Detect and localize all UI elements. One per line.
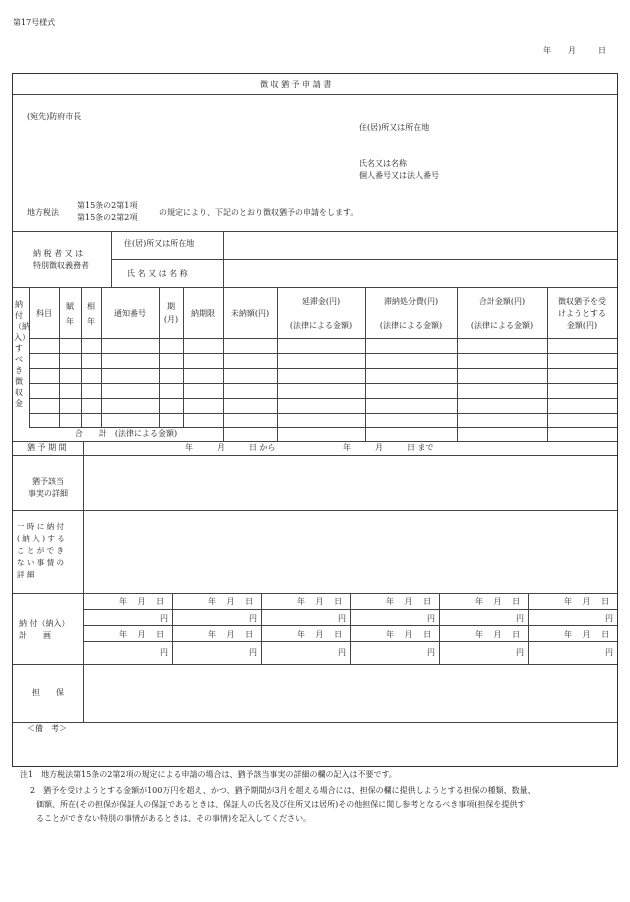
- plan-label-2: 計 画: [19, 631, 51, 640]
- divider: [29, 368, 617, 369]
- divider: [350, 593, 351, 664]
- divider: [261, 593, 262, 664]
- collateral-label: 担 保: [32, 688, 64, 697]
- plan-yen: 円: [249, 648, 257, 657]
- divider: [365, 287, 366, 441]
- header-due: 納期限: [191, 309, 215, 318]
- header-ay-1: 相: [87, 302, 95, 311]
- plan-date-cell: 年 月 日: [386, 630, 432, 639]
- form-title: 徴 収 猶 予 申 請 書: [260, 80, 332, 89]
- taxpayer-address-label: 住(居)所又は所在地: [124, 239, 195, 248]
- law-clause-1: 第15条の2第1項: [77, 201, 138, 210]
- inability-label-5: 詳 細: [17, 570, 35, 579]
- note-2-line-3: ることができない特別の事情があるときは、その事情)を記入してください。: [36, 814, 312, 823]
- header-unpaid: 未納額(円): [230, 309, 270, 318]
- divider: [101, 287, 102, 427]
- taxpayer-name-label: 氏 名 又 は 名 称: [127, 269, 188, 278]
- divider: [29, 413, 617, 414]
- note-1: 注1 地方税法第15条の2第2項の規定による申請の場合は、猶予該当事実の詳細の欄の記入は不要です。: [20, 770, 397, 779]
- plan-date-cell: 年 月 日: [564, 597, 610, 606]
- header-late-1: 延滞金(円): [301, 297, 341, 306]
- header-request-1: 徴収猶予を受: [558, 297, 606, 306]
- date-month: 月: [568, 46, 576, 55]
- divider: [13, 287, 617, 288]
- divider: [172, 593, 173, 664]
- header-fy-2: 年: [66, 317, 74, 326]
- total-row-label: 合 計 (法律による金額): [74, 429, 178, 438]
- header-fy-1: 賦: [66, 302, 74, 311]
- taxpayer-label-1: 納 税 者 又 は: [33, 249, 84, 258]
- plan-date-cell: 年 月 日: [297, 597, 343, 606]
- divider: [439, 593, 440, 664]
- inability-label-1: 一 時 に 納 付: [17, 522, 65, 531]
- date-year: 年: [543, 46, 551, 55]
- header-delinq-1: 滞納処分費(円): [383, 297, 439, 306]
- plan-yen: 円: [605, 614, 613, 623]
- applicant-number-label: 個人番号又は法人番号: [359, 171, 439, 180]
- header-period-1: 期: [167, 302, 175, 311]
- law-clause-2: 第15条の2第2項: [77, 213, 138, 222]
- plan-date-cell: 年 月 日: [119, 630, 165, 639]
- plan-yen: 円: [160, 614, 168, 623]
- divider: [277, 287, 278, 441]
- plan-yen: 円: [338, 614, 346, 623]
- plan-yen: 円: [516, 648, 524, 657]
- plan-date-cell: 年 月 日: [386, 597, 432, 606]
- deferral-period-to: 年 月 日 まで: [343, 443, 434, 452]
- plan-yen: 円: [605, 648, 613, 657]
- divider: [13, 722, 617, 723]
- remarks-label: ＜備 考＞: [27, 724, 67, 733]
- form-number: 第17号様式: [13, 18, 56, 27]
- divider: [29, 287, 30, 427]
- inability-label-2: ( 納 入 ) す る: [17, 534, 65, 543]
- plan-yen: 円: [427, 648, 435, 657]
- divider: [13, 455, 617, 456]
- header-late-2: (法律による金額): [289, 321, 353, 330]
- header-delinq-2: (法律による金額): [379, 321, 443, 330]
- note-2-line-1: 2 猶予を受けようとする金額が100万円を超え、かつ、猶予期間が3月を超える場合には、担保の欄に提供しようとする担保の種類、数量、: [30, 786, 536, 795]
- applicant-address-label: 住(居)所又は所在地: [359, 123, 430, 132]
- plan-date-cell: 年 月 日: [297, 630, 343, 639]
- plan-yen: 円: [516, 614, 524, 623]
- plan-yen: 円: [427, 614, 435, 623]
- addressee: (宛先)防府市長: [27, 112, 82, 121]
- header-period-2: (月): [163, 315, 179, 324]
- law-suffix: の規定により、下記のとおり徴収猶予の申請をします。: [159, 208, 359, 217]
- divider: [13, 231, 617, 232]
- plan-date-cell: 年 月 日: [208, 597, 254, 606]
- divider: [13, 664, 617, 665]
- divider: [29, 338, 617, 339]
- divider: [29, 353, 617, 354]
- facts-label-2: 事実の詳細: [28, 489, 68, 498]
- header-total-1: 合計金額(円): [478, 297, 526, 306]
- header-request-3: 金額(円): [566, 321, 598, 330]
- plan-yen: 円: [338, 648, 346, 657]
- divider: [183, 287, 184, 427]
- divider: [457, 287, 458, 441]
- taxpayer-label-2: 特別徴収義務者: [33, 261, 89, 270]
- inability-label-4: な い 事 情 の: [17, 558, 65, 567]
- divider: [13, 441, 617, 442]
- header-item: 科目: [36, 309, 52, 318]
- divider: [13, 94, 617, 95]
- plan-date-cell: 年 月 日: [208, 630, 254, 639]
- divider: [111, 259, 617, 260]
- divider: [29, 398, 617, 399]
- plan-date-cell: 年 月 日: [475, 597, 521, 606]
- plan-yen: 円: [160, 648, 168, 657]
- plan-date-cell: 年 月 日: [119, 597, 165, 606]
- tax-table-side-label: 納付（納入）すべき徴収金: [14, 300, 30, 408]
- header-total-2: (法律による金額): [470, 321, 534, 330]
- header-request-2: けようとする: [558, 309, 606, 318]
- facts-label-1: 猶予該当: [32, 477, 64, 486]
- header-notice-no: 通知番号: [114, 309, 146, 318]
- divider: [13, 593, 617, 594]
- divider: [528, 593, 529, 664]
- plan-yen: 円: [249, 614, 257, 623]
- plan-label-1: 納 付（納入）: [19, 619, 70, 628]
- deferral-period-from: 年 月 日 から: [185, 443, 276, 452]
- date-day: 日: [598, 46, 606, 55]
- deferral-application-form: [12, 73, 618, 767]
- inability-label-3: こ と が で き: [17, 546, 65, 555]
- divider: [13, 510, 617, 511]
- divider: [29, 383, 617, 384]
- note-2-line-2: 価額、所在(その担保が保証人の保証であるときは、保証人の氏名及び住所又は居所)その他担保に関し参考となるべき事項(担保を提供す: [36, 800, 526, 809]
- divider: [29, 427, 617, 428]
- header-ay-2: 年: [87, 317, 95, 326]
- plan-date-cell: 年 月 日: [475, 630, 521, 639]
- plan-date-cell: 年 月 日: [564, 630, 610, 639]
- deferral-period-label: 猶 予 期 間: [27, 443, 67, 452]
- divider: [83, 441, 84, 722]
- applicant-name-label: 氏名又は名称: [359, 159, 407, 168]
- law-prefix: 地方税法: [27, 208, 59, 217]
